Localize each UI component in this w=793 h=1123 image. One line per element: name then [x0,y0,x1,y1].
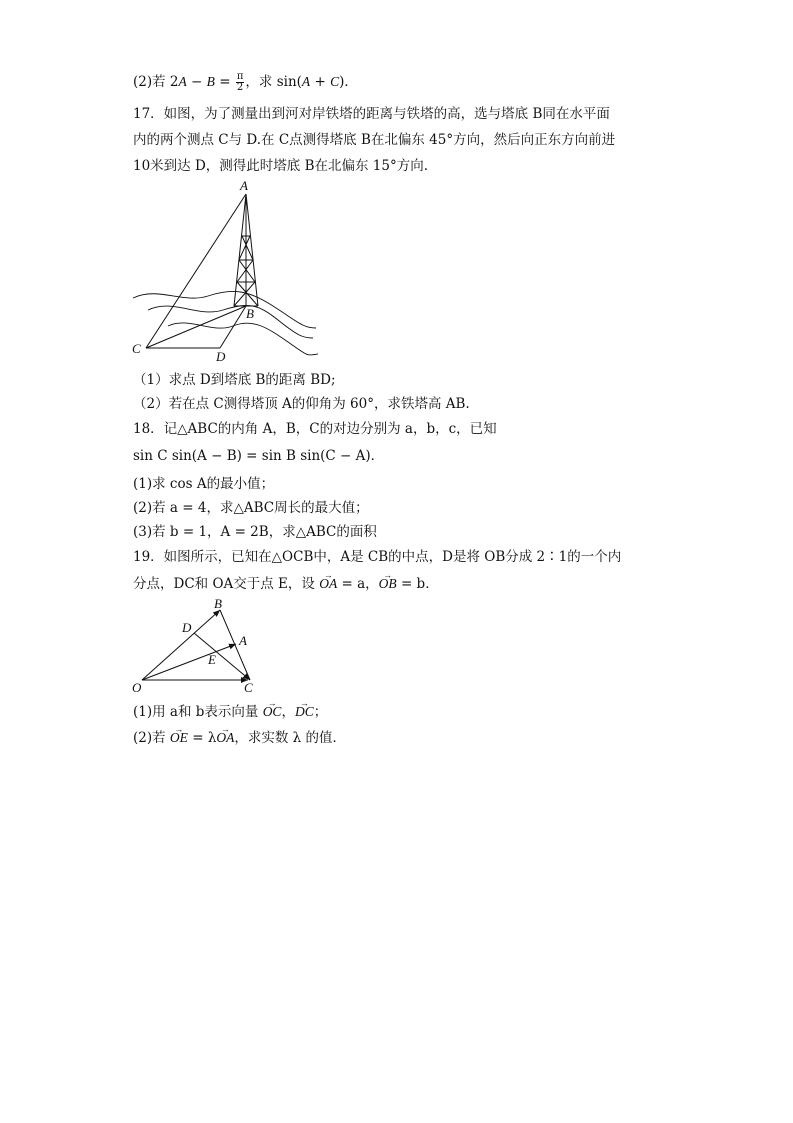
label-E: E [208,652,216,667]
vector-OC: → OC [263,702,282,722]
q16-part2-line [133,72,358,93]
q19-sub2-pre: (2)若 [133,730,170,746]
q16-end: )． [339,74,358,90]
q19-comma: ， [281,704,295,720]
vector-OA: → OA [319,574,337,594]
river-waves-icon [133,291,318,355]
q17-line2: 内的两个测点 C与 D.在 C点测得塔底 B在北偏东 45°方向，然后向正东方向前进 [133,132,616,148]
q19-eq-b: = b． [396,576,439,592]
line-AC [146,194,246,348]
q19-eq-a: = a， [337,576,379,592]
q18-sub1: (1)求 cos A的最小值； [133,476,275,492]
label-B: B [214,596,222,611]
q19-sub1-end: ； [313,704,328,720]
q16-var-B: B [206,74,215,89]
q16-minus: − [186,74,207,90]
pi-over-2-fraction [236,72,245,93]
q16-eq: = [214,74,235,90]
q19-line2-pre: 分点，DC和 OA交于点 E，设 [133,576,320,592]
q16-suffix: ，求 sin( [245,74,302,90]
fraction-numerator: π [236,71,244,82]
q19-eq-lambda: = λ [187,730,217,746]
label-D: D [216,349,226,363]
q16-plus: + [310,74,331,90]
q19-line1: 19．如图所示，已知在△OCB中，A是 CB的中点，D是将 OB分成 2∶1的一个内 [133,549,622,565]
tower-icon [234,194,258,306]
q19-sub2-end: ，求实数 λ 的值． [234,730,347,746]
vector-figure [128,596,268,696]
q18-line2: sin C sin(A − B) = sin B sin(C − A)． [133,448,385,464]
q17-sub1: （1）求点 D到塔底 B的距离 BD; [133,372,336,388]
label-C: C [132,341,141,356]
q16-prefix: (2)若 2 [133,74,179,90]
vector-OA-line [142,644,236,680]
label-B: B [246,306,254,321]
label-A: A [240,178,248,193]
q17-sub2: （2）若在点 C测得塔顶 A的仰角为 60°，求铁塔高 AB. [133,396,470,412]
q16-inner-A: A [301,74,311,89]
q16-var-A: A [178,74,187,89]
fraction-denominator: 2 [236,82,244,93]
q18-line1: 18．记△ABC的内角 A，B，C的对边分别为 a，b，c，已知 [133,421,497,437]
vector-DC: → DC [295,702,314,722]
q18-sub2: (2)若 a = 4，求△ABC周长的最大值； [133,500,369,516]
vector-OB: → OB [379,574,397,594]
q18-sub3: (3)若 b = 1，A = 2B，求△ABC的面积 [133,524,377,540]
label-A: A [239,633,247,648]
line-DB [220,306,246,348]
q17-line3: 10米到达 D，测得此时塔底 B在北偏东 15°方向. [133,158,429,174]
q19-line2 [133,574,439,594]
vector-OA-2: → OA [216,728,234,748]
label-C: C [244,680,253,695]
tower-figure [128,178,328,363]
label-D: D [182,620,192,635]
label-O: O [132,680,142,695]
q17-line1: 17．如图，为了测量出到河对岸铁塔的距离与铁塔的高，选与塔底 B同在水平面 [133,106,610,122]
q16-inner-C: C [330,74,340,89]
q19-sub1-pre: (1)用 a和 b表示向量 [133,704,263,720]
q19-sub2 [133,728,346,748]
vector-OE: → OE [170,728,188,748]
